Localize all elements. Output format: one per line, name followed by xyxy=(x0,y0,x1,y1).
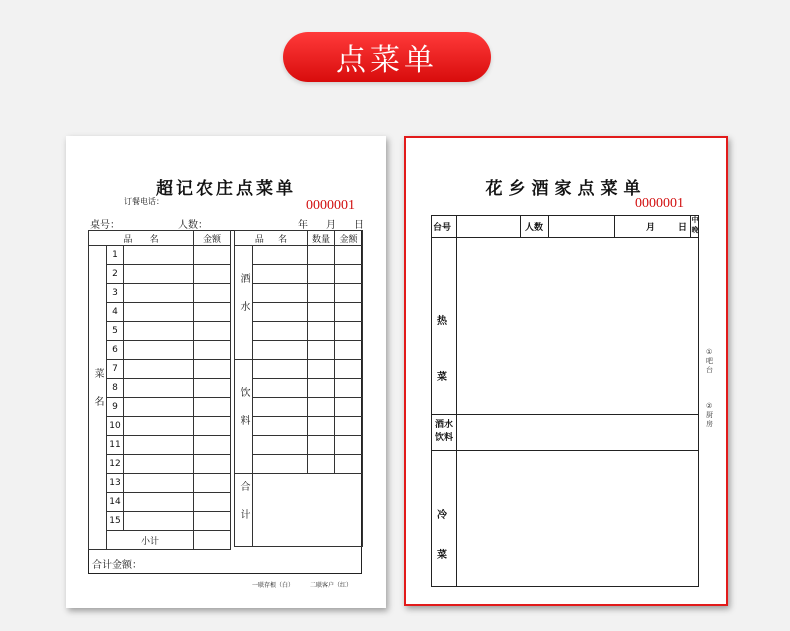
row-number: 3 xyxy=(107,284,124,303)
copy-2-label: ②厨房 xyxy=(706,402,713,428)
meal-label: 中晚 xyxy=(691,216,699,234)
order-form-chaoji xyxy=(66,136,386,608)
row-number: 11 xyxy=(107,436,124,455)
cold-dish-label: 冷菜 xyxy=(437,510,447,561)
form-frame xyxy=(431,215,699,587)
form-title: 超记农庄点菜单 xyxy=(156,179,296,199)
people-label: 人数 xyxy=(525,223,544,233)
row-number: 1 xyxy=(107,246,124,265)
table-no-label: 桌号： xyxy=(90,220,120,231)
table-no-label: 台号 xyxy=(433,223,452,233)
grand-total-label: 合计金额： xyxy=(92,560,142,571)
header-amount: 金额 xyxy=(194,231,231,246)
row-number: 6 xyxy=(107,341,124,360)
header-qty: 数量 xyxy=(308,231,335,246)
row-number: 10 xyxy=(107,417,124,436)
row-number: 12 xyxy=(107,455,124,474)
day-label: 日 xyxy=(678,223,688,233)
order-form-huaxiang xyxy=(404,136,728,606)
page-title: 点菜单 xyxy=(336,43,438,78)
row-number: 4 xyxy=(107,303,124,322)
page-title-banner xyxy=(283,32,491,82)
month-label: 月 xyxy=(646,223,656,233)
row-number: 13 xyxy=(107,474,124,493)
month-label: 月 xyxy=(326,220,336,231)
row-number: 5 xyxy=(107,322,124,341)
row-number: 2 xyxy=(107,265,124,284)
row-number: 9 xyxy=(107,398,124,417)
header-amount: 金额 xyxy=(335,231,363,246)
subtotal-label: 小计 xyxy=(107,531,194,550)
serial-number: 0000001 xyxy=(306,198,355,213)
dish-table: 品 名 金额 菜名 1 2 3 4 5 6 7 8 9 10 11 12 13 14 15 小计 xyxy=(88,230,231,550)
footer-copy-2: 二联客户（红） xyxy=(310,582,353,589)
beverage-side-label: 饮料 xyxy=(238,387,249,443)
day-label: 日 xyxy=(354,220,364,231)
serial-number: 0000001 xyxy=(635,196,684,211)
drink-side-label: 酒水 xyxy=(238,273,249,329)
row-number: 15 xyxy=(107,512,124,531)
hot-dish-label: 热菜 xyxy=(437,316,447,383)
copy-1-label: ①吧台 xyxy=(706,348,713,374)
drinks-label: 酒水饮料 xyxy=(434,420,453,443)
phone-label: 订餐电话： xyxy=(124,197,164,206)
drink-table: 品 名 数量 金额 酒水 饮料 合计 xyxy=(234,230,363,547)
year-label: 年 xyxy=(298,220,308,231)
row-number: 7 xyxy=(107,360,124,379)
dish-side-label: 菜名 xyxy=(92,368,103,424)
people-label: 人数： xyxy=(178,220,208,231)
total-side-label: 合计 xyxy=(238,480,249,537)
row-number: 8 xyxy=(107,379,124,398)
row-number: 14 xyxy=(107,493,124,512)
form-title: 花乡酒家点菜单 xyxy=(485,179,647,199)
footer-copy-1: 一联存根（白） xyxy=(252,582,295,589)
